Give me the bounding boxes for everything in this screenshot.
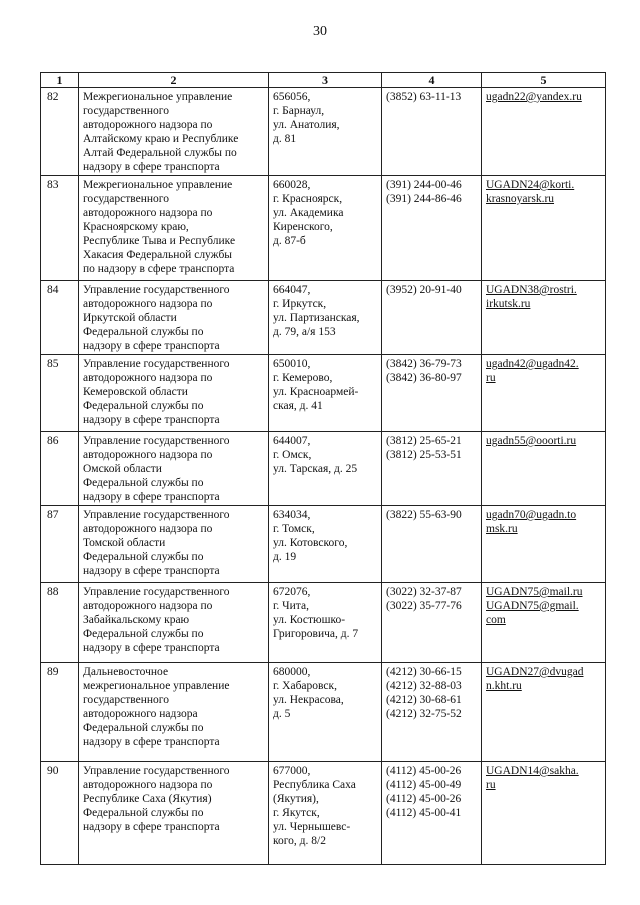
row-number: 88	[41, 583, 79, 663]
table-row	[41, 176, 606, 281]
email-line[interactable]: UGADN75@gmail.	[486, 600, 579, 612]
organization-name-line: Управление государственного	[83, 284, 230, 296]
address-line: 660028,	[273, 179, 311, 191]
address-line: д. 5	[273, 708, 291, 720]
address-cell	[269, 176, 382, 281]
column-header-2: 2	[79, 73, 269, 88]
email-line[interactable]: UGADN38@rostri.	[486, 284, 577, 296]
phone-number: (3812) 25-53-51	[386, 449, 462, 461]
organization-name-line: надзору в сфере транспорта	[83, 736, 220, 748]
table-row	[41, 506, 606, 583]
organization-name-line: автодорожного надзора по	[83, 207, 213, 219]
organization-name-line: Федеральной службы по	[83, 628, 204, 640]
phone-cell	[382, 506, 482, 583]
address-line: ул. Партизанская,	[273, 312, 360, 324]
address-line: г. Омск,	[273, 449, 312, 461]
address-cell	[269, 506, 382, 583]
organization-name-line: Федеральной службы по	[83, 807, 204, 819]
address-cell	[269, 583, 382, 663]
email-line[interactable]: com	[486, 614, 506, 626]
row-number: 83	[41, 176, 79, 281]
email-line[interactable]: irkutsk.ru	[486, 298, 531, 310]
phone-number: (3952) 20-91-40	[386, 284, 462, 296]
phone-number: (3822) 55-63-90	[386, 509, 462, 521]
address-line: г. Чита,	[273, 600, 309, 612]
organization-name-line: автодорожного надзора по	[83, 449, 213, 461]
organization-name-line: автодорожного надзора по	[83, 119, 213, 131]
address-line: г. Хабаровск,	[273, 680, 337, 692]
table-row	[41, 88, 606, 176]
email-line[interactable]: krasnoyarsk.ru	[486, 193, 555, 205]
email-line[interactable]: ru	[486, 372, 496, 384]
organization-name-line: Межрегиональное управление	[83, 179, 233, 191]
page-number: 30	[313, 24, 327, 39]
organization-name-line: Дальневосточное	[83, 666, 169, 678]
address-line: ская, д. 41	[273, 400, 323, 412]
email-cell[interactable]	[482, 88, 606, 176]
phone-cell	[382, 663, 482, 762]
phone-cell	[382, 88, 482, 176]
row-number: 85	[41, 355, 79, 432]
phone-cell	[382, 176, 482, 281]
address-line: 656056,	[273, 91, 311, 103]
organization-name-line: автодорожного надзора по	[83, 372, 213, 384]
row-number: 87	[41, 506, 79, 583]
address-line: 664047,	[273, 284, 311, 296]
email-line[interactable]: ugadn55@ooorti.ru	[486, 435, 577, 447]
organization-name-cell	[79, 355, 269, 432]
column-header-3: 3	[269, 73, 382, 88]
organization-name-line: межрегиональное управление	[83, 680, 230, 692]
email-line[interactable]: ugadn70@ugadn.to	[486, 509, 577, 521]
address-cell	[269, 355, 382, 432]
email-cell[interactable]	[482, 355, 606, 432]
organization-name-line: Федеральной службы по	[83, 477, 204, 489]
organization-name-line: Республике Саха (Якутия)	[83, 793, 212, 805]
table-row	[41, 432, 606, 506]
table-row	[41, 281, 606, 355]
table-row	[41, 762, 606, 865]
organization-name-line: Федеральной службы по	[83, 326, 204, 338]
organization-name-cell	[79, 663, 269, 762]
email-line[interactable]: msk.ru	[486, 523, 518, 535]
organization-name-line: Управление государственного	[83, 509, 230, 521]
address-line: ул. Костюшко-	[273, 614, 346, 626]
phone-number: (4112) 45-00-49	[386, 779, 462, 791]
address-line: 672076,	[273, 586, 311, 598]
organization-name-cell	[79, 506, 269, 583]
table-row	[41, 583, 606, 663]
organization-name-line: автодорожного надзора	[83, 708, 198, 720]
address-line: ул. Чернышевс-	[273, 821, 351, 833]
organization-name-line: Иркутской области	[83, 312, 177, 324]
address-line: ул. Некрасова,	[273, 694, 344, 706]
organization-name-line: государственного	[83, 694, 169, 706]
organization-name-line: надзору в сфере транспорта	[83, 414, 220, 426]
address-line: Республика Саха	[273, 779, 356, 791]
organization-name-line: Федеральной службы по	[83, 400, 204, 412]
organization-name-line: государственного	[83, 105, 169, 117]
organization-name-line: Забайкальскому краю	[83, 614, 190, 626]
row-number: 82	[41, 88, 79, 176]
address-line: 634034,	[273, 509, 311, 521]
address-line: Киренского,	[273, 221, 333, 233]
phone-number: (4112) 45-00-26	[386, 765, 462, 777]
phone-number: (4212) 30-66-15	[386, 666, 462, 678]
email-line[interactable]: ru	[486, 779, 496, 791]
organization-name-line: Федеральной службы по	[83, 551, 204, 563]
address-cell	[269, 432, 382, 506]
address-line: 680000,	[273, 666, 311, 678]
organization-name-line: надзору в сфере транспорта	[83, 491, 220, 503]
email-line[interactable]: ugadn42@ugadn42.	[486, 358, 579, 370]
address-line: (Якутия),	[273, 793, 319, 805]
phone-number: (4212) 32-75-52	[386, 708, 462, 720]
organization-name-cell	[79, 583, 269, 663]
email-line[interactable]: n.kht.ru	[486, 680, 522, 692]
row-number: 84	[41, 281, 79, 355]
email-line[interactable]: UGADN14@sakha.	[486, 765, 579, 777]
email-cell[interactable]	[482, 583, 606, 663]
organization-name-line: Управление государственного	[83, 586, 230, 598]
row-number: 86	[41, 432, 79, 506]
address-line: 650010,	[273, 358, 311, 370]
address-line: г. Якутск,	[273, 807, 320, 819]
address-line: 677000,	[273, 765, 311, 777]
organization-name-cell	[79, 762, 269, 865]
organization-name-line: надзору в сфере транспорта	[83, 340, 220, 352]
organization-name-line: Алтайскому краю и Республике	[83, 133, 239, 145]
phone-number: (4212) 30-68-61	[386, 694, 462, 706]
email-cell[interactable]	[482, 506, 606, 583]
organization-name-line: государственного	[83, 193, 169, 205]
organization-name-line: Межрегиональное управление	[83, 91, 233, 103]
table-row	[41, 355, 606, 432]
organization-name-line: Управление государственного	[83, 435, 230, 447]
email-line[interactable]: UGADN24@korti.	[486, 179, 575, 191]
email-cell[interactable]	[482, 281, 606, 355]
organization-name-line: по надзору в сфере транспорта	[83, 263, 235, 275]
phone-number: (4212) 32-88-03	[386, 680, 462, 692]
organization-name-line: автодорожного надзора по	[83, 523, 213, 535]
organization-name-line: надзору в сфере транспорта	[83, 161, 220, 173]
column-header-4: 4	[382, 73, 482, 88]
phone-number: (3812) 25-65-21	[386, 435, 462, 447]
organization-name-line: автодорожного надзора по	[83, 779, 213, 791]
phone-cell	[382, 355, 482, 432]
email-line[interactable]: ugadn22@yandex.ru	[486, 91, 582, 103]
address-line: д. 81	[273, 133, 297, 145]
phone-number: (3022) 32-37-87	[386, 586, 462, 598]
phone-number: (3022) 35-77-76	[386, 600, 462, 612]
organization-name-cell	[79, 88, 269, 176]
email-cell[interactable]	[482, 762, 606, 865]
organization-name-cell	[79, 176, 269, 281]
organization-name-line: надзору в сфере транспорта	[83, 821, 220, 833]
email-cell[interactable]	[482, 432, 606, 506]
organization-name-line: Хакасия Федеральной службы	[83, 249, 233, 261]
phone-cell	[382, 762, 482, 865]
phone-number: (391) 244-86-46	[386, 193, 462, 205]
organization-name-line: Омской области	[83, 463, 162, 475]
address-line: г. Томск,	[273, 523, 315, 535]
address-line: г. Красноярск,	[273, 193, 343, 205]
address-line: д. 79, а/я 153	[273, 326, 336, 338]
email-line[interactable]: UGADN27@dvugad	[486, 666, 584, 678]
address-line: ул. Красноармей-	[273, 386, 359, 398]
column-header-5: 5	[482, 73, 606, 88]
phone-number: (3842) 36-79-73	[386, 358, 462, 370]
phone-cell	[382, 281, 482, 355]
phone-number: (4112) 45-00-41	[386, 807, 462, 819]
address-cell	[269, 281, 382, 355]
organization-name-line: Томской области	[83, 537, 166, 549]
row-number: 90	[41, 762, 79, 865]
row-number: 89	[41, 663, 79, 762]
organization-name-cell	[79, 432, 269, 506]
table-row	[41, 663, 606, 762]
organization-name-line: Управление государственного	[83, 358, 230, 370]
organization-name-cell	[79, 281, 269, 355]
organization-name-line: Федеральной службы по	[83, 722, 204, 734]
table-body	[41, 88, 606, 865]
address-cell	[269, 88, 382, 176]
header-row	[41, 73, 606, 88]
organization-name-line: Кемеровской области	[83, 386, 188, 398]
address-line: кого, д. 8/2	[273, 835, 326, 847]
organization-name-line: Алтай Федеральной службы по	[83, 147, 237, 159]
address-line: ул. Котовского,	[273, 537, 348, 549]
address-cell	[269, 762, 382, 865]
address-line: ул. Тарская, д. 25	[273, 463, 358, 475]
address-line: г. Кемерово,	[273, 372, 333, 384]
organization-name-line: Управление государственного	[83, 765, 230, 777]
address-line: ул. Академика	[273, 207, 344, 219]
phone-cell	[382, 432, 482, 506]
organization-name-line: надзору в сфере транспорта	[83, 642, 220, 654]
address-line: ул. Анатолия,	[273, 119, 340, 131]
phone-number: (3852) 63-11-13	[386, 91, 462, 103]
address-line: 644007,	[273, 435, 311, 447]
email-cell[interactable]	[482, 663, 606, 762]
organization-name-line: надзору в сфере транспорта	[83, 565, 220, 577]
organization-name-line: автодорожного надзора по	[83, 600, 213, 612]
phone-number: (391) 244-00-46	[386, 179, 462, 191]
address-line: д. 87-б	[273, 235, 306, 247]
address-line: г. Иркутск,	[273, 298, 327, 310]
email-line[interactable]: UGADN75@mail.ru	[486, 586, 583, 598]
column-header-1: 1	[41, 73, 79, 88]
organization-name-line: Республике Тыва и Республике	[83, 235, 236, 247]
phone-cell	[382, 583, 482, 663]
address-line: д. 19	[273, 551, 297, 563]
contacts-table	[40, 72, 606, 865]
email-cell[interactable]	[482, 176, 606, 281]
phone-number: (4112) 45-00-26	[386, 793, 462, 805]
organization-name-line: Красноярскому краю,	[83, 221, 189, 233]
address-cell	[269, 663, 382, 762]
phone-number: (3842) 36-80-97	[386, 372, 462, 384]
address-line: г. Барнаул,	[273, 105, 325, 117]
address-line: Григоровича, д. 7	[273, 628, 359, 640]
organization-name-line: автодорожного надзора по	[83, 298, 213, 310]
